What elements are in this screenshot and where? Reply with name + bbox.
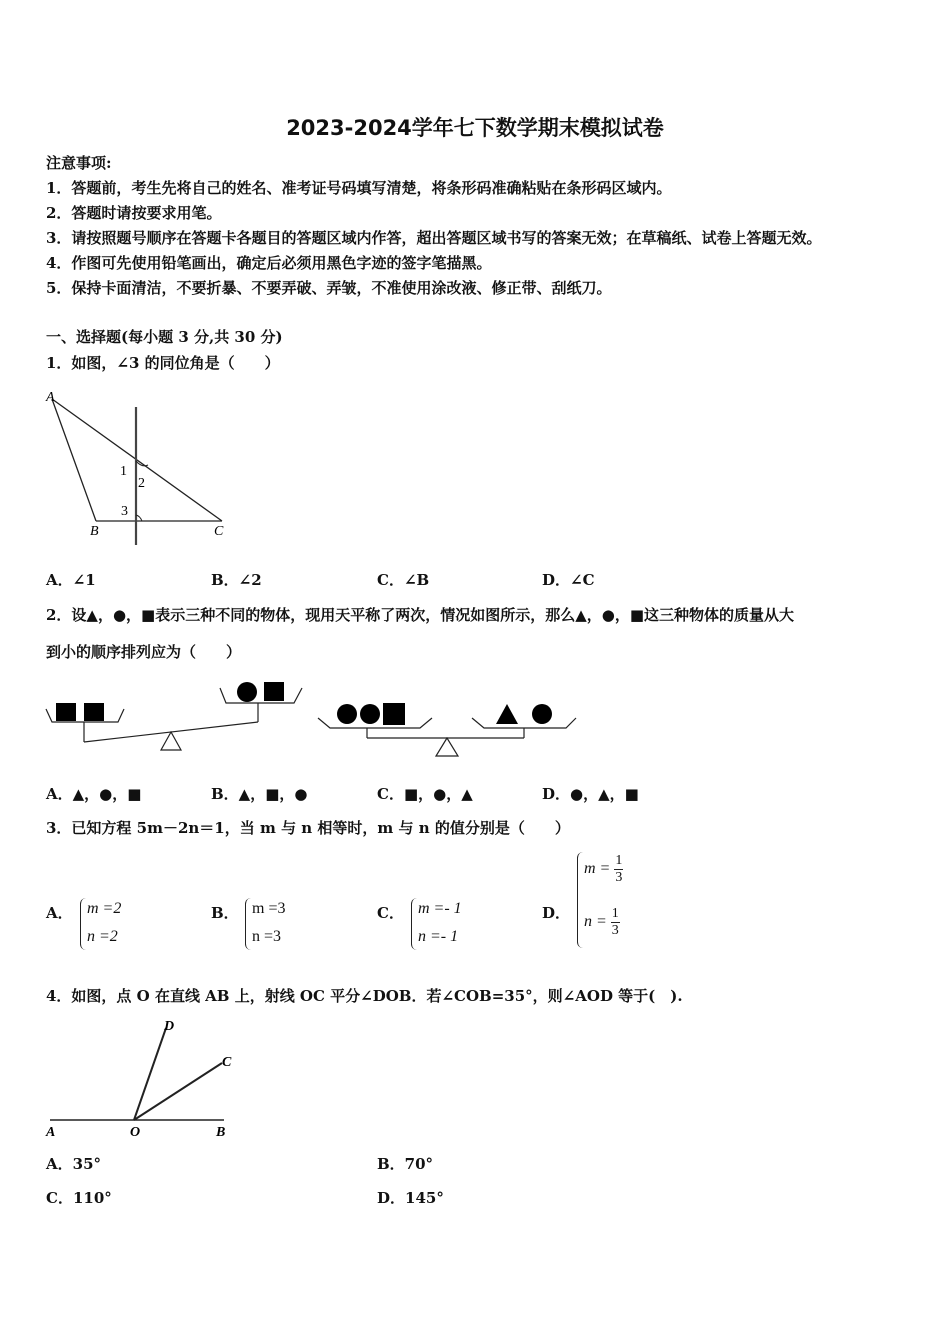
q1-option-d[interactable]: D．∠C — [542, 571, 595, 589]
q2-option-b[interactable]: B．▲，■，● — [211, 785, 308, 803]
note-item: 5．保持卡面清洁，不要折暴、不要弄破、弄皱，不准使用涂改液、修正带、刮纸刀。 — [46, 279, 612, 297]
segment-ab — [52, 399, 96, 521]
balance-1-figure — [40, 676, 310, 758]
q3-option-c-label[interactable]: C． — [377, 904, 404, 922]
brace-icon — [245, 898, 252, 950]
q4-option-b[interactable]: B．70° — [377, 1155, 434, 1173]
square-icon — [56, 703, 76, 721]
q3-d-line1 — [584, 853, 623, 886]
fraction-den: 3 — [611, 923, 619, 938]
label-o: O — [130, 1125, 141, 1140]
q3-d-line1-text: m = — [584, 860, 611, 878]
q4-option-c[interactable]: C．110° — [46, 1189, 112, 1207]
q4-angle-figure — [40, 1012, 250, 1142]
fraction-den: 3 — [615, 870, 623, 885]
brace-icon — [577, 852, 584, 948]
label-a: A — [46, 390, 55, 405]
q4-option-d[interactable]: D．145° — [377, 1189, 444, 1207]
label-a: A — [46, 1125, 56, 1140]
ray-od — [134, 1028, 166, 1120]
note-item: 4．作图可先使用铅笔画出，确定后必须用黑色字迹的签字笔描黑。 — [46, 254, 492, 272]
circle-icon — [532, 704, 552, 724]
q2-stem-line1: 2．设▲，●，■表示三种不同的物体，现用天平称了两次，情况如图所示，那么▲，●，■这三种物体的质量从大 — [46, 606, 795, 624]
note-item: 2．答题时请按要求用笔。 — [46, 204, 222, 222]
q3-b-line1: m =3 — [252, 900, 286, 917]
q3-c-line1: m =- 1 — [418, 900, 462, 917]
q3-option-a-label[interactable]: A． — [46, 904, 73, 922]
q3-b-line2: n =3 — [252, 928, 282, 945]
page-title: 2023-2024学年七下数学期末模拟试卷 — [286, 116, 664, 140]
q1-option-a[interactable]: A．∠1 — [46, 571, 96, 589]
fraction — [614, 853, 623, 886]
circle-icon — [337, 704, 357, 724]
fraction-num: 1 — [611, 906, 619, 921]
ray-oc — [134, 1063, 222, 1120]
square-icon — [383, 703, 405, 725]
square-icon — [84, 703, 104, 721]
label-d: D — [164, 1019, 175, 1034]
q3-stem: 3．已知方程 5m－2n＝1，当 m 与 n 相等时，m 与 n 的值分别是（ ） — [46, 819, 570, 837]
note-item: 1．答题前，考生先将自己的姓名、准考证号码填写清楚，将条形码准确粘贴在条形码区域内。 — [46, 179, 672, 197]
q3-a-line2: n =2 — [87, 928, 118, 945]
label-b: B — [216, 1125, 226, 1140]
note-item: 3．请按照题号顺序在答题卡各题目的答题区域内作答，超出答题区域书写的答案无效；在草稿纸、试卷上答题无效。 — [46, 229, 822, 247]
right-pan — [472, 718, 576, 728]
section-heading: 一、选择题(每小题 3 分,共 30 分) — [46, 328, 283, 346]
q3-c-line2: n =- 1 — [418, 928, 459, 945]
label-b: B — [90, 524, 99, 539]
q4-option-a[interactable]: A．35° — [46, 1155, 102, 1173]
square-icon — [264, 682, 284, 701]
q3-option-b-label[interactable]: B． — [211, 904, 239, 922]
circle-icon — [360, 704, 380, 724]
q1-option-b[interactable]: B．∠2 — [211, 571, 262, 589]
label-c: C — [214, 524, 224, 539]
fraction — [611, 906, 620, 939]
circle-icon — [237, 682, 257, 702]
q3-d-line2 — [584, 906, 620, 939]
q2-option-d[interactable]: D．●，▲，■ — [542, 785, 639, 803]
q2-stem-line2: 到小的顺序排列应为（ ） — [46, 643, 242, 661]
q4-stem: 4．如图，点 O 在直线 AB 上，射线 OC 平分∠DOB．若∠COB=35°，则∠AOD 等于( ). — [46, 987, 683, 1005]
fulcrum-icon — [436, 738, 458, 756]
q2-option-a[interactable]: A．▲，●，■ — [46, 785, 142, 803]
q1-stem: 1．如图，∠3 的同位角是（ ） — [46, 354, 280, 372]
q3-a-line1: m =2 — [87, 900, 122, 917]
right-pan — [220, 688, 302, 703]
q1-triangle-figure — [40, 385, 240, 550]
label-3: 3 — [121, 504, 128, 519]
brace-icon — [80, 898, 87, 950]
fulcrum-icon — [161, 732, 181, 750]
balance-2-figure — [312, 690, 582, 760]
label-1: 1 — [120, 464, 127, 479]
q1-option-c[interactable]: C．∠B — [377, 571, 430, 589]
q3-option-d-label[interactable]: D． — [542, 904, 571, 922]
q3-d-line2-text: n = — [584, 913, 607, 931]
fraction-num: 1 — [615, 853, 623, 868]
q2-option-c[interactable]: C．■，●，▲ — [377, 785, 473, 803]
triangle-icon — [496, 704, 518, 724]
label-2: 2 — [138, 476, 145, 491]
brace-icon — [411, 898, 418, 950]
label-c: C — [222, 1055, 232, 1070]
notes-heading: 注意事项: — [46, 154, 112, 172]
